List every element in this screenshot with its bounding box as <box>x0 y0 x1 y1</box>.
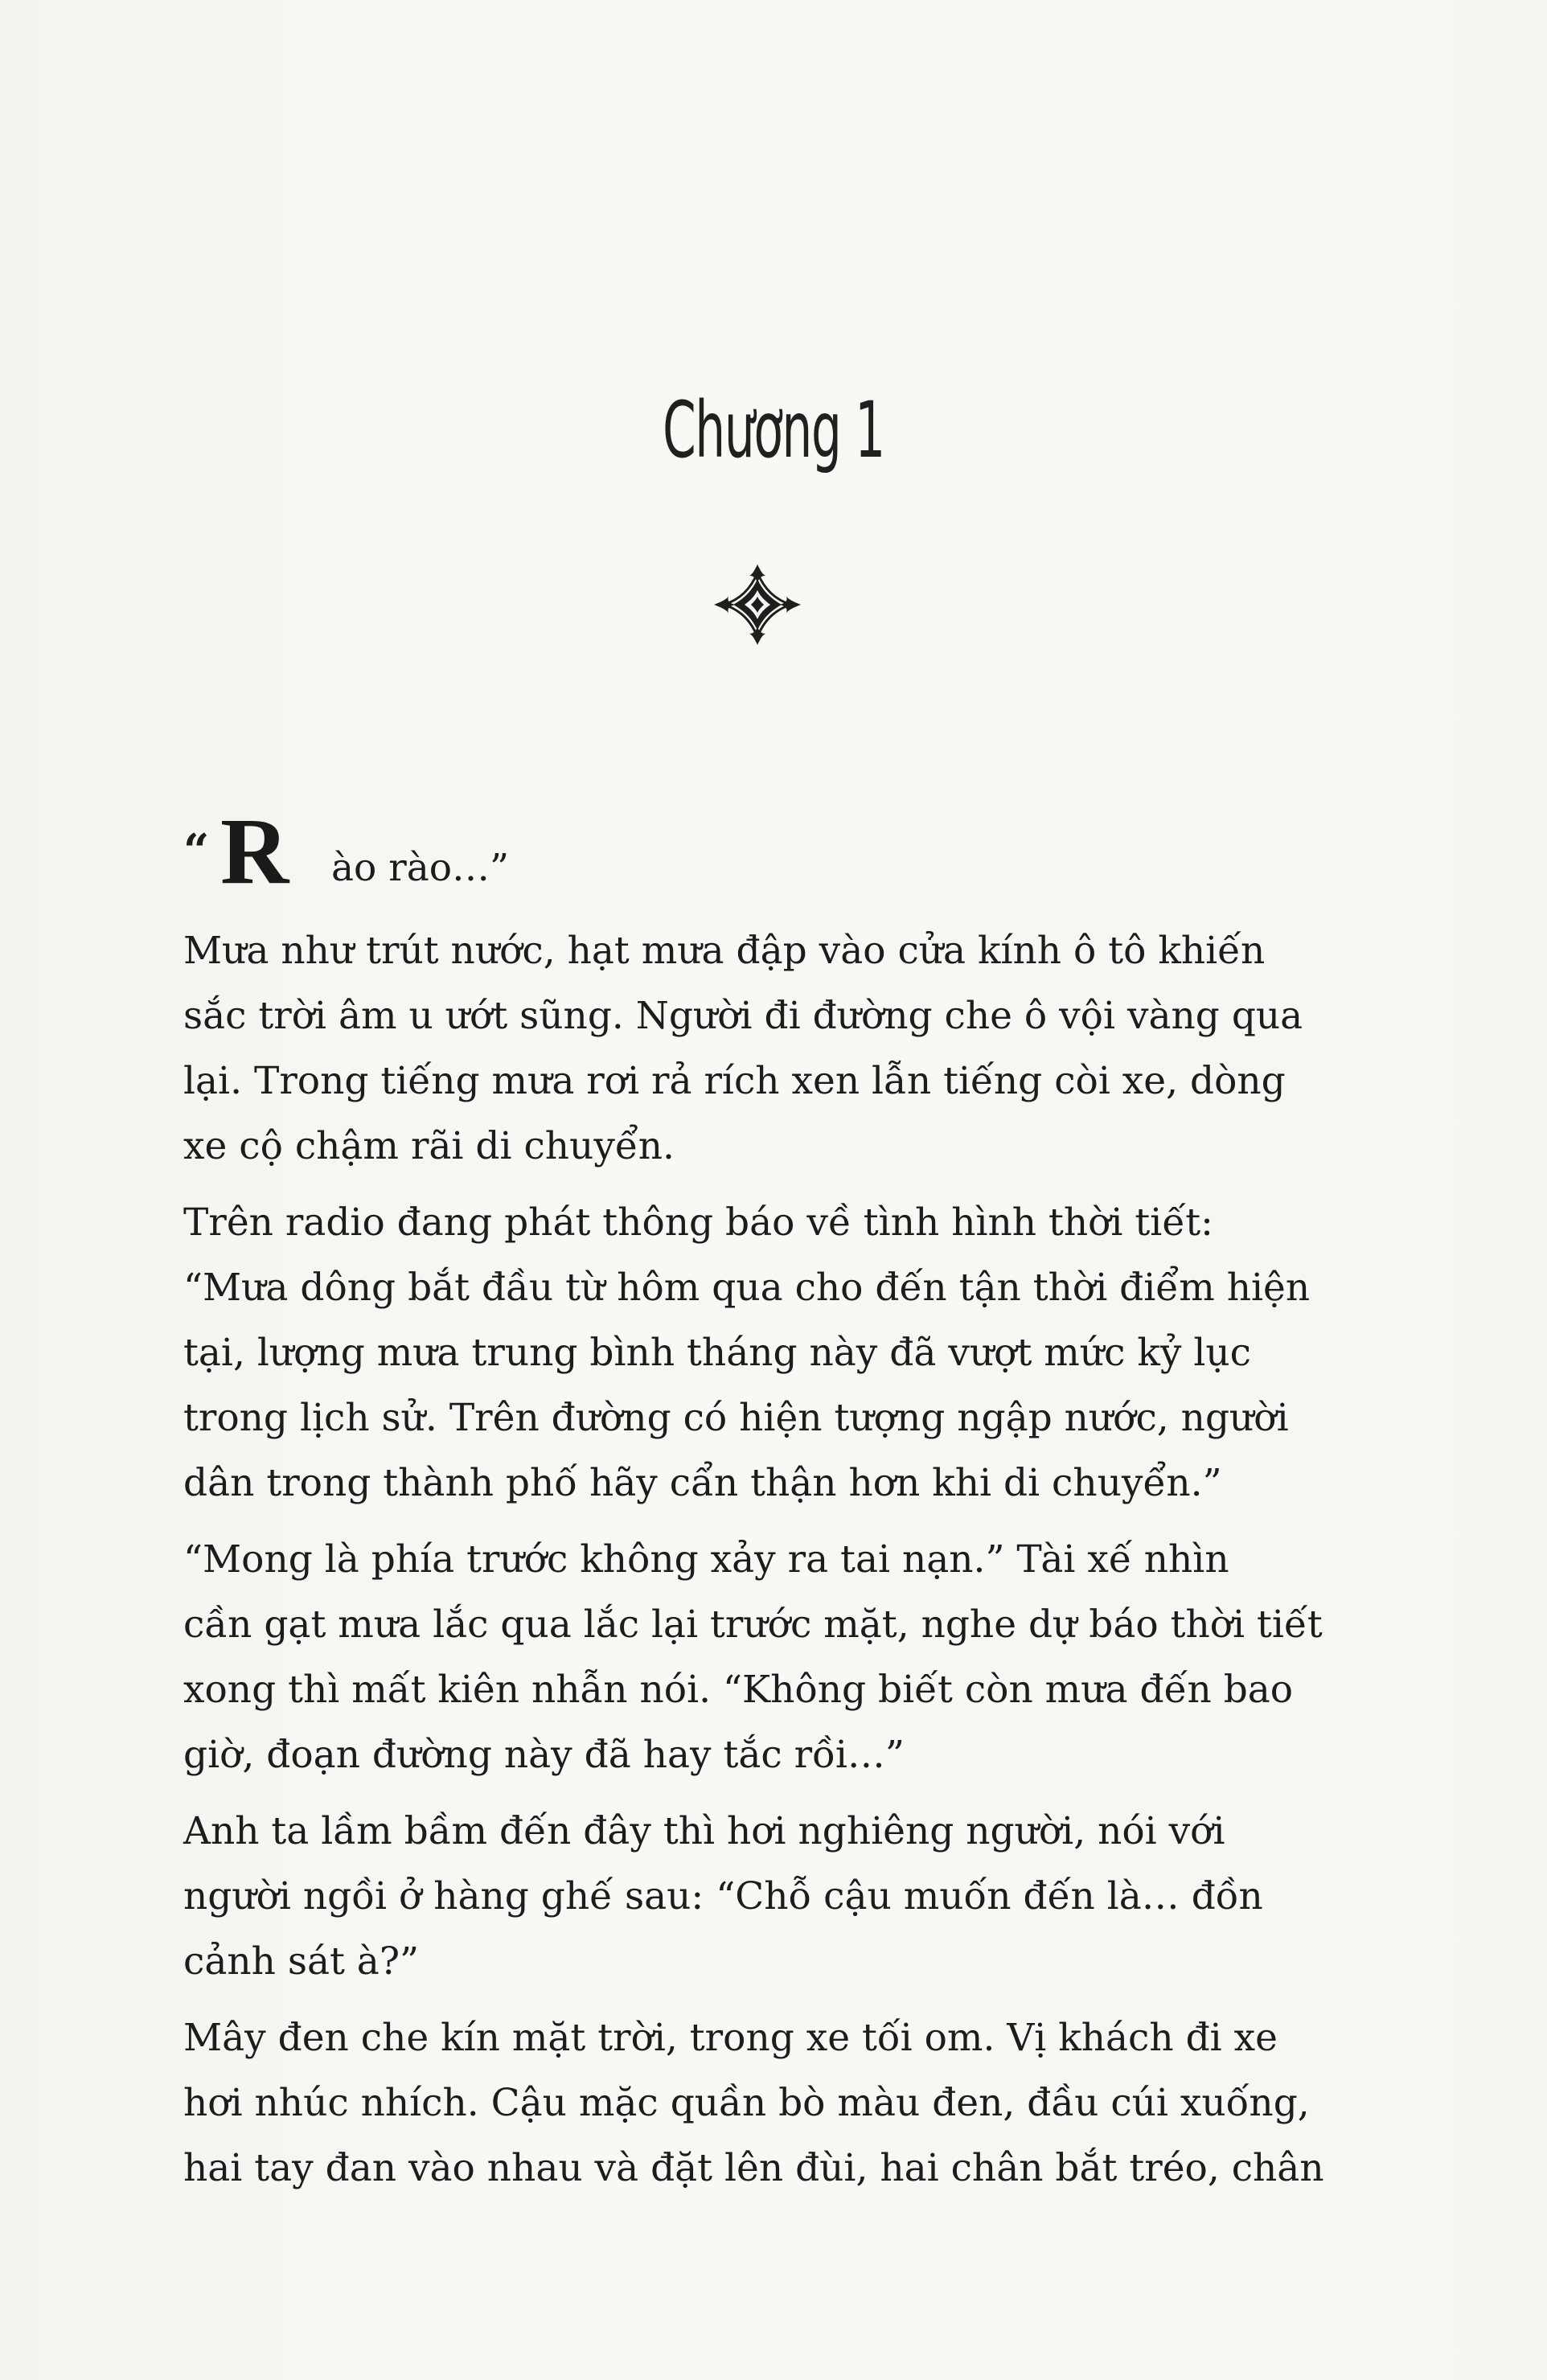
text-line: hơi nhúc nhích. Cậu mặc quần bò màu đen, đầu cúi xuống, <box>183 2081 1310 2125</box>
text-line: hai tay đan vào nhau và đặt lên đùi, hai chân bắt tréo, chân <box>183 2146 1324 2190</box>
text-line: xong thì mất kiên nhẫn nói. “Không biết còn mưa đến bao <box>183 1668 1294 1712</box>
opening-line <box>183 798 1380 904</box>
text-line: sắc trời âm u ướt sũng. Người đi đường che ô vội vàng qua <box>183 994 1303 1038</box>
text-line: Mưa như trút nước, hạt mưa đập vào cửa kính ô tô khiến <box>183 929 1266 973</box>
text-line: lại. Trong tiếng mưa rơi rả rích xen lẫn tiếng còi xe, dòng <box>183 1059 1286 1103</box>
paragraph <box>183 1799 1380 1994</box>
text-line: Trên radio đang phát thông báo về tình hình thời tiết: <box>183 1200 1213 1245</box>
paragraph <box>183 918 1380 1179</box>
text-line: tại, lượng mưa trung bình tháng này đã vượt mức kỷ lục <box>183 1331 1251 1375</box>
chapter-body <box>183 798 1380 2212</box>
opening-text: ào rào…” <box>331 846 510 890</box>
text-line: “Mưa dông bắt đầu từ hôm qua cho đến tận thời điểm hiện <box>183 1266 1311 1310</box>
text-line: trong lịch sử. Trên đường có hiện tượng ngập nước, người <box>183 1396 1289 1440</box>
text-line: người ngồi ở hàng ghế sau: “Chỗ cậu muốn đến là… đồn <box>183 1874 1263 1918</box>
text-line: cảnh sát à?” <box>183 1939 420 1984</box>
text-line: giờ, đoạn đường này đã hay tắc rồi…” <box>183 1733 905 1777</box>
text-line: cần gạt mưa lắc qua lắc lại trước mặt, nghe dự báo thời tiết <box>183 1602 1323 1647</box>
text-line: “Mong là phía trước không xảy ra tai nạn.” Tài xế nhìn <box>183 1537 1229 1582</box>
paragraph <box>183 1527 1380 1787</box>
drop-cap: R <box>220 798 289 904</box>
text-line: Mây đen che kín mặt trời, trong xe tối om. Vị khách đi xe <box>183 2016 1278 2060</box>
paragraph <box>183 1190 1380 1516</box>
text-line: Anh ta lầm bầm đến đây thì hơi nghiêng người, nói với <box>183 1809 1225 1853</box>
opening-quote-mark: “ <box>183 824 210 877</box>
text-line: xe cộ chậm rãi di chuyển. <box>183 1124 675 1168</box>
paragraph <box>183 2005 1380 2201</box>
diamond-ornament-icon <box>708 555 807 654</box>
text-line: dân trong thành phố hãy cẩn thận hơn khi di chuyển.” <box>183 1461 1222 1505</box>
chapter-title: Chương 1 <box>663 385 884 475</box>
